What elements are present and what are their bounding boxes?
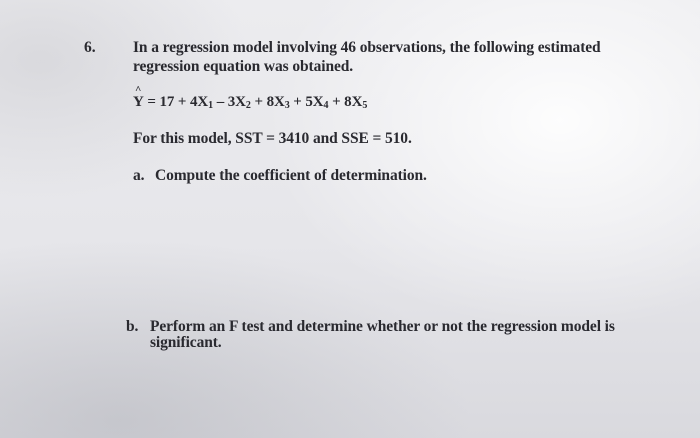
part-a-label: a. [133, 167, 145, 184]
regression-equation [133, 94, 367, 111]
subscript-2: 2 [245, 100, 251, 111]
question-intro-line-1: In a regression model involving 46 observations, the following estimated [133, 39, 601, 56]
question-number: 6. [84, 39, 96, 56]
subscript-5: 5 [362, 100, 368, 111]
given-values: For this model, SST = 3410 and SSE = 510. [133, 130, 412, 147]
subscript-1: 1 [208, 100, 214, 111]
part-a [133, 167, 427, 185]
equation-term-1: = 17 + 4X [143, 94, 209, 110]
equation-term-3: + 8X [250, 94, 285, 110]
part-b-text-line-2: significant. [150, 334, 222, 351]
equation-term-2: – 3X [213, 94, 246, 110]
part-b-label: b. [126, 318, 139, 335]
part-b-text-line-1: Perform an F test and determine whether or not the regression model is [150, 318, 615, 335]
subscript-4: 4 [323, 100, 329, 111]
question-intro-line-2: regression equation was obtained. [133, 58, 354, 75]
equation-term-4: + 5X [289, 94, 324, 110]
part-a-text: Compute the coefficient of determination. [155, 167, 427, 184]
y-hat: ^ Y [133, 94, 144, 111]
subscript-3: 3 [284, 100, 290, 111]
equation-term-5: + 8X [328, 94, 363, 110]
